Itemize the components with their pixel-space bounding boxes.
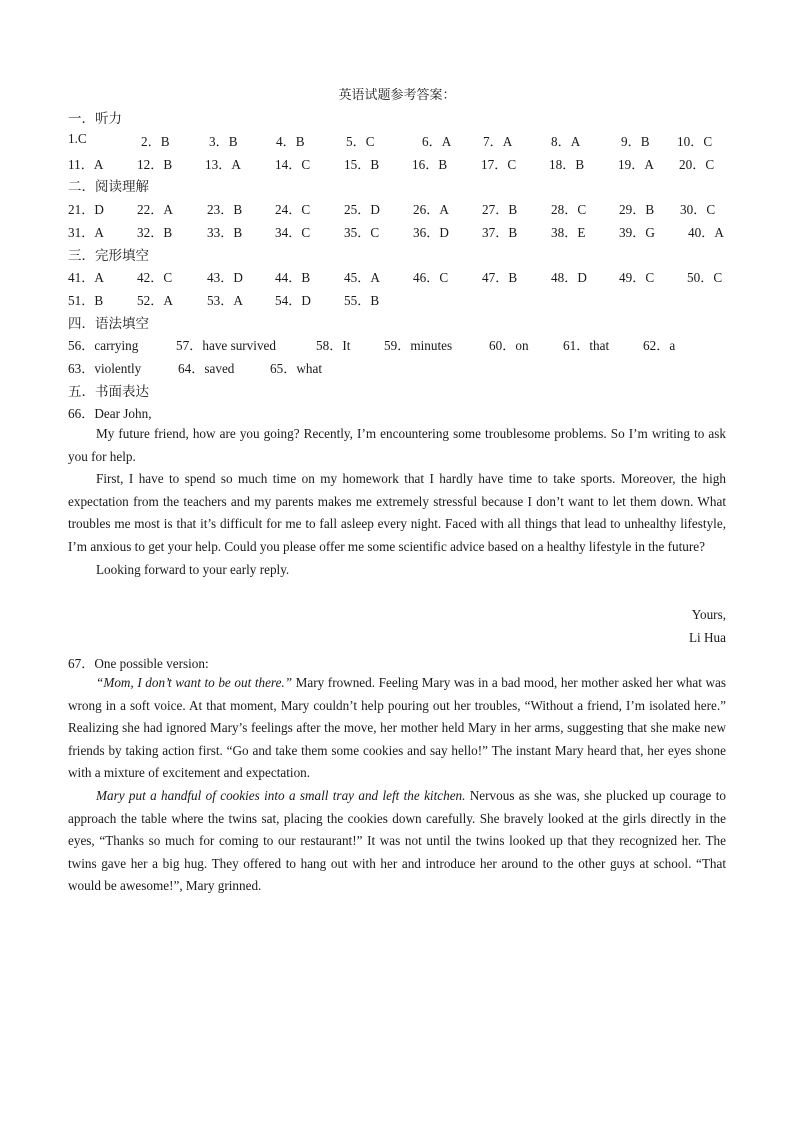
- answer-row-6: [68, 290, 738, 310]
- answer-item: 52．A: [137, 293, 173, 308]
- answer-item: 11．A: [68, 157, 104, 172]
- answer-item: 16．B: [412, 157, 448, 172]
- answer-item: 61．that: [563, 338, 610, 353]
- answer-item: 45．A: [344, 270, 380, 285]
- answer-item: 26．A: [413, 202, 449, 217]
- story-body: [68, 672, 726, 898]
- letter-body: [68, 423, 726, 581]
- answer-item: 22．A: [137, 202, 173, 217]
- answer-row-3: [68, 199, 738, 219]
- answer-row-5: [68, 267, 738, 287]
- answer-item: 24．C: [275, 202, 311, 217]
- letter-paragraph-1: My future friend, how are you going? Recently, I’m encountering some troublesome problems. So I’m writing to ask you for help.: [68, 426, 726, 464]
- answer-item: 48．D: [551, 270, 587, 285]
- answer-item: 6．A: [422, 134, 452, 149]
- answer-item: 38．E: [551, 225, 586, 240]
- answer-item: 27．B: [482, 202, 518, 217]
- answer-item: 44．B: [275, 270, 311, 285]
- answer-item: 57．have survived: [176, 338, 276, 353]
- answer-item: 2．B: [141, 134, 170, 149]
- letter-closing: Yours,: [691, 607, 726, 622]
- answer-item: 7．A: [483, 134, 513, 149]
- answer-item: 42．C: [137, 270, 173, 285]
- story-paragraph-1: [68, 672, 726, 785]
- answer-item: 15．B: [344, 157, 380, 172]
- answer-row-4: [68, 222, 738, 242]
- answer-item: 14．C: [275, 157, 311, 172]
- answer-item: 55．B: [344, 293, 380, 308]
- answer-item: 63．violently: [68, 361, 142, 376]
- answer-item: 64．saved: [178, 361, 235, 376]
- story-second-opening-line: Mary put a handful of cookies into a small tray and left the kitchen.: [96, 787, 466, 803]
- answer-item: 62．a: [643, 338, 676, 353]
- answer-item: 10．C: [677, 134, 713, 149]
- answer-item: 51．B: [68, 293, 104, 308]
- answer-item: 25．D: [344, 202, 380, 217]
- answer-item: 54．D: [275, 293, 311, 308]
- section-reading-heading: 二．阅读理解: [68, 179, 149, 195]
- answer-row-1: [68, 131, 738, 151]
- letter-paragraph-2: First, I have to spend so much time on my homework that I hardly have time to take sports. Moreover, the high expectation from the teachers and my parents makes me extremely stressful because I don’t want to let them down. What troubles me most is that it’s difficult for me to fall asleep every night. Faced with all things that lead to unhealthy lifestyle, I’m anxious to get your help. Could you please offer me some scientific advice based on a healthy lifestyle in the future?: [68, 471, 726, 554]
- answer-item: 49．C: [619, 270, 655, 285]
- answer-item: 29．B: [619, 202, 655, 217]
- answer-item: 13．A: [205, 157, 241, 172]
- letter-signature: Li Hua: [689, 630, 726, 645]
- answer-item: 5．C: [346, 134, 375, 149]
- answer-item: 28．C: [551, 202, 587, 217]
- section-grammar-heading: 四．语法填空: [68, 316, 149, 332]
- answer-item: 31．A: [68, 225, 104, 240]
- page-title: 英语试题参考答案：: [338, 88, 456, 103]
- answer-item: 1.C: [68, 131, 87, 146]
- answer-item: 19．A: [618, 157, 654, 172]
- answer-item: 46．C: [413, 270, 449, 285]
- story-heading: 67．One possible version:: [68, 656, 209, 671]
- answer-item: 8．A: [551, 134, 581, 149]
- answer-item: 43．D: [207, 270, 243, 285]
- answer-item: 18．B: [549, 157, 585, 172]
- answer-item: 58．It: [316, 338, 351, 353]
- answer-item: 39．G: [619, 225, 655, 240]
- answer-item: 37．B: [482, 225, 518, 240]
- answer-item: 33．B: [207, 225, 243, 240]
- answer-item: 20．C: [679, 157, 715, 172]
- story-paragraph-1-text: Mary frowned. Feeling Mary was in a bad mood, her mother asked her what was wrong in a soft voice. At that moment, Mary couldn’t help pouring out her troubles, “Without a friend, I’m isolated here.” Realizing she had ignored Mary’s feelings after the move, her mother held Mary in her arms, suggesting that she make new friends by taking action first. “Go and take them some cookies and say hello!” The instant Mary heard that, her eyes shone with a mixture of excitement and expectation.: [68, 675, 726, 781]
- answer-row-8: [68, 358, 738, 378]
- story-paragraph-2: [68, 785, 726, 898]
- story-paragraph-2-text: Nervous as she was, she plucked up courage to approach the table where the twins sat, placing the cookies down carefully. She bravely looked at the girls directly in the eyes, “Thanks so much for coming to our restaurant!” It was not until the twins looked up that they recognized her. The twins gave her a big hug. They offered to hang out with her and introduce her around to the other guys at school. “That would be awesome!”, Mary grinned.: [68, 787, 726, 894]
- answer-item: 17．C: [481, 157, 517, 172]
- answer-item: 65．what: [270, 361, 323, 376]
- answer-item: 36．D: [413, 225, 449, 240]
- story-opening-line: “Mom, I don’t want to be out there.”: [96, 675, 293, 690]
- answer-item: 3．B: [209, 134, 238, 149]
- answer-item: 9．B: [621, 134, 650, 149]
- answer-item: 32．B: [137, 225, 173, 240]
- answer-item: 40．A: [688, 225, 724, 240]
- answer-item: 30．C: [680, 202, 716, 217]
- answer-item: 41．A: [68, 270, 104, 285]
- answer-item: 23．B: [207, 202, 243, 217]
- section-cloze-heading: 三．完形填空: [68, 248, 149, 264]
- answer-row-7: [68, 335, 738, 355]
- section-writing-heading: 五．书面表达: [68, 384, 149, 400]
- answer-item: 12．B: [137, 157, 173, 172]
- answer-item: 4．B: [276, 134, 305, 149]
- answer-item: 53．A: [207, 293, 243, 308]
- answer-row-2: [68, 154, 738, 174]
- letter-heading: 66．Dear John,: [68, 406, 152, 421]
- answer-item: 34．C: [275, 225, 311, 240]
- answer-item: 59．minutes: [384, 338, 453, 353]
- answer-item: 47．B: [482, 270, 518, 285]
- answer-item: 21．D: [68, 202, 104, 217]
- answer-item: 60．on: [489, 338, 529, 353]
- section-listening-heading: 一．听力: [68, 111, 122, 127]
- letter-paragraph-3: Looking forward to your early reply.: [96, 561, 290, 577]
- answer-item: 56．carrying: [68, 338, 139, 353]
- answer-item: 35．C: [344, 225, 380, 240]
- answer-item: 50．C: [687, 270, 723, 285]
